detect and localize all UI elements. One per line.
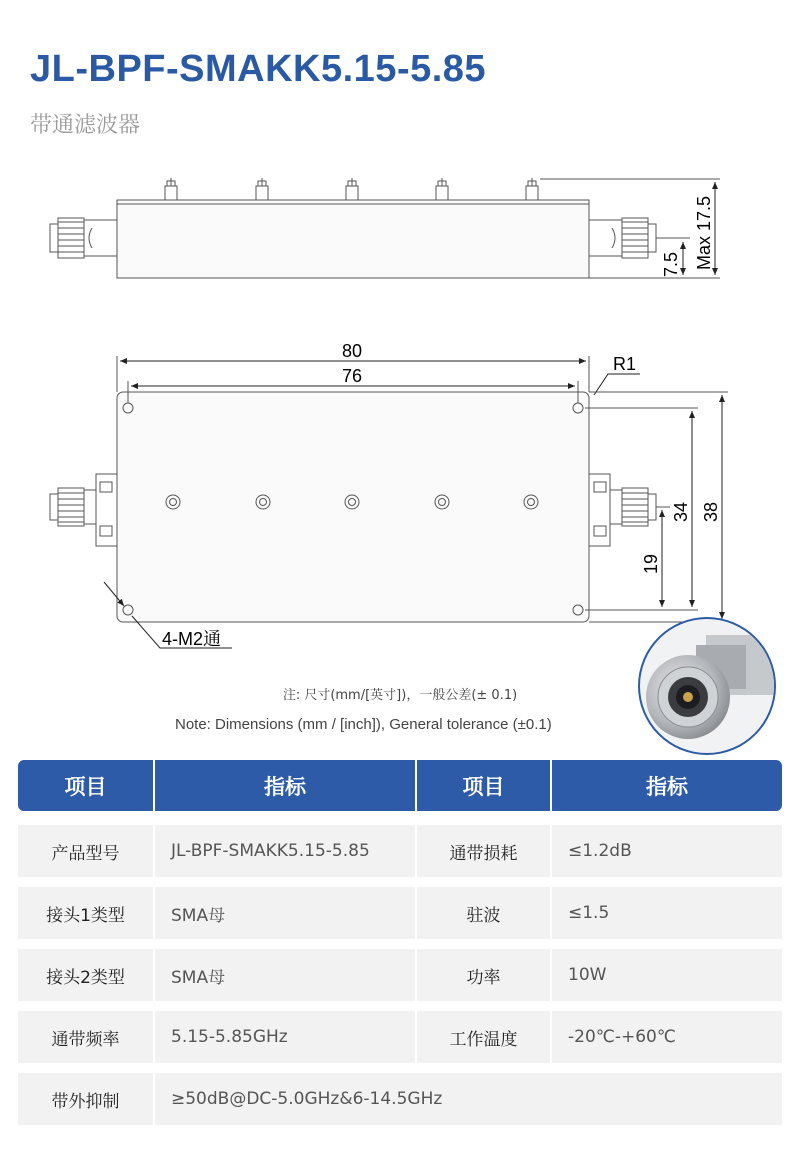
dim-length-outer: 80 [342,341,363,361]
dimension-drawing [0,160,800,680]
dim-width-outer: 38 [701,501,721,522]
dim-length-holes: 76 [342,366,363,386]
sma-connector-left-top [50,474,117,546]
row-label: 驻波 [417,887,550,939]
row-label: 接头1类型 [18,887,153,939]
product-subtitle: 带通滤波器 [30,113,141,138]
dim-max-height: Max 17.5 [694,195,714,270]
dim-mount-holes: 4-M2通 [162,629,222,649]
row-value: ≥50dB@DC-5.0GHz&6-14.5GHz [155,1073,782,1125]
row-value: JL-BPF-SMAKK5.15-5.85 [155,825,415,877]
table-row [18,1011,782,1063]
row-value: 5.15-5.85GHz [155,1011,415,1063]
note-english: Note: Dimensions (mm / [inch]), General tolerance (±0.1) [175,716,552,733]
row-value: 10W [552,949,782,1001]
row-value: ≤1.2dB [552,825,782,877]
row-label: 通带损耗 [417,825,550,877]
row-label: 产品型号 [18,825,153,877]
connector-photo [636,615,778,757]
row-value: -20℃-+60℃ [552,1011,782,1063]
dim-corner-radius: R1 [613,354,637,374]
header-item: 项目 [18,760,155,811]
row-value: ≤1.5 [552,887,782,939]
tuning-screw [256,178,268,200]
top-view-body [117,392,589,622]
row-label: 通带频率 [18,1011,153,1063]
dim-connector-height: 7.5 [661,251,681,277]
row-label: 功率 [417,949,550,1001]
table-row [18,887,782,939]
row-label: 工作温度 [417,1011,550,1063]
dim-width-holes: 34 [671,501,691,522]
product-title: JL-BPF-SMAKK5.15-5.85 [30,48,487,90]
table-row [18,825,782,877]
row-value: SMA母 [155,949,415,1001]
tuning-screw [526,178,538,200]
header-spec: 指标 [155,760,417,811]
tuning-screw [346,178,358,200]
row-label: 带外抑制 [18,1073,153,1125]
side-view-body [117,200,589,278]
table-header [18,760,782,811]
sma-connector-right-top [589,474,656,546]
sma-connector-right-side [589,218,656,258]
dim-connector-offset: 19 [641,553,661,574]
header-spec: 指标 [552,760,782,811]
row-value: SMA母 [155,887,415,939]
tuning-screw [165,178,177,200]
table-row [18,949,782,1001]
row-label: 接头2类型 [18,949,153,1001]
tuning-screw [436,178,448,200]
header-item: 项目 [417,760,552,811]
note-chinese: 注: 尺寸(mm/[英寸])，一般公差(± 0.1) [282,688,518,703]
sma-connector-left-side [50,218,117,258]
table-row [18,1073,782,1125]
